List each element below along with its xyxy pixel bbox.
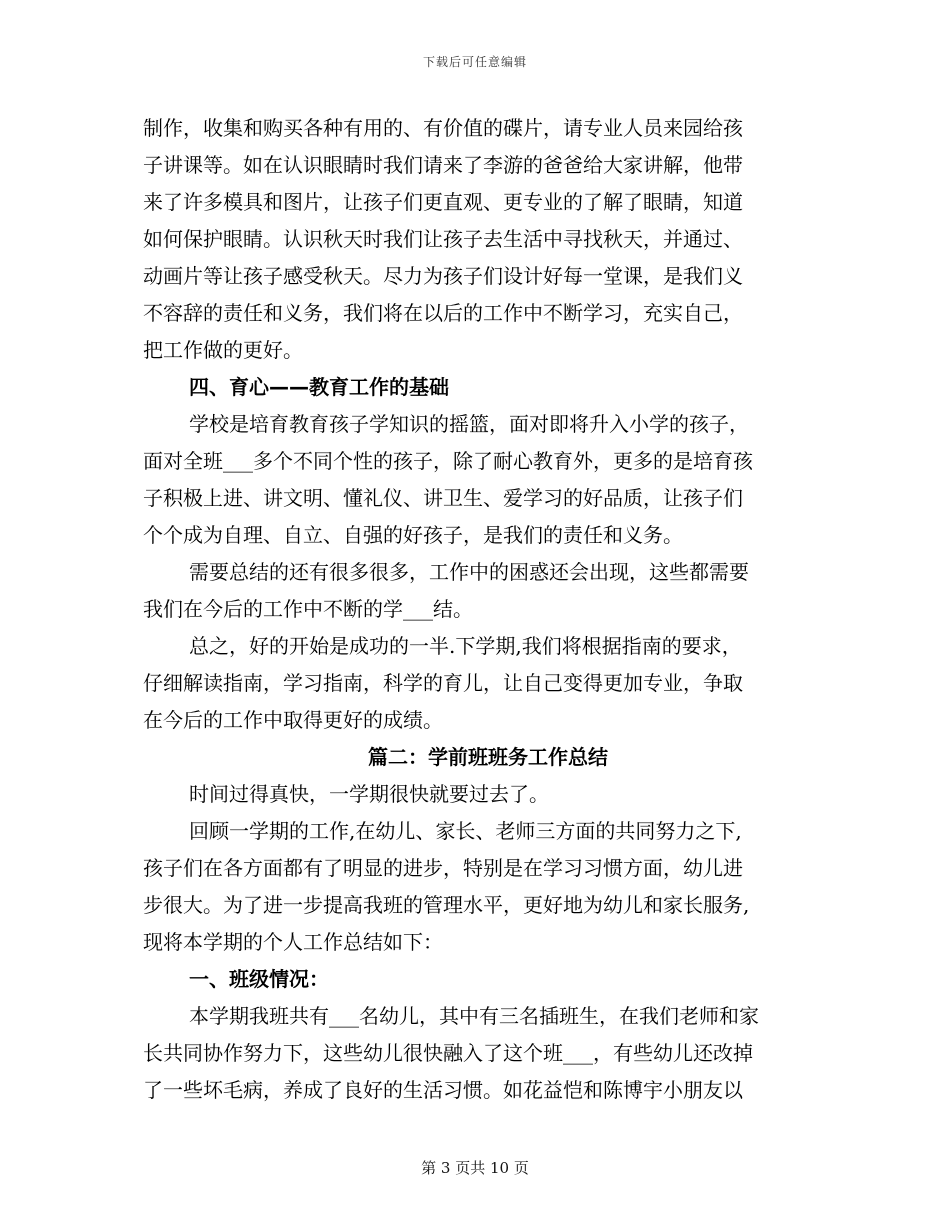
section-heading: 四、育心——教育工作的基础 [189, 375, 449, 399]
paragraph-line: 需要总结的还有很多很多，工作中的困惑还会出现，这些都需要 [189, 560, 749, 584]
paragraph-line: 不容辞的责任和义务，我们将在以后的工作中不断学习，充实自己， [143, 301, 743, 325]
paragraph-line: 面对全班___多个不同个性的孩子，除了耐心教育外，更多的是培育孩 [143, 449, 753, 473]
paragraph-line: 来了许多模具和图片，让孩子们更直观、更专业的了解了眼睛，知道 [143, 190, 743, 214]
paragraph-line: 了一些坏毛病，养成了良好的生活习惯。如花益恺和陈博宇小朋友以 [143, 1078, 743, 1102]
paragraph-line: 子积极上进、讲文明、懂礼仪、讲卫生、爱学习的好品质，让孩子们 [143, 486, 743, 510]
page-header-note: 下载后可任意编辑 [422, 55, 527, 69]
paragraph-line: 时间过得真快，一学期很快就要过去了。 [189, 782, 549, 806]
paragraph-line: 动画片等让孩子感受秋天。尽力为孩子们设计好每一堂课，是我们义 [143, 264, 743, 288]
section-heading: 一、班级情况： [189, 967, 329, 991]
paragraph-line: 仔细解读指南，学习指南，科学的育儿，让自己变得更加专业，争取 [143, 671, 743, 695]
paragraph-line: 制作，收集和购买各种有用的、有价值的碟片，请专业人员来园给孩 [143, 116, 743, 140]
paragraph-line: 本学期我班共有___名幼儿，其中有三名插班生，在我们老师和家 [189, 1004, 759, 1028]
paragraph-line: 步很大。为了进一步提高我班的管理水平，更好地为幼儿和家长服务, [143, 893, 750, 917]
paragraph-line: 子讲课等。如在认识眼睛时我们请来了李游的爸爸给大家讲解，他带 [143, 153, 743, 177]
paragraph-line: 总之，好的开始是成功的一半.下学期,我们将根据指南的要求， [189, 634, 742, 658]
paragraph-line: 我们在今后的工作中不断的学___结。 [143, 597, 473, 621]
paragraph-line: 如何保护眼睛。认识秋天时我们让孩子去生活中寻找秋天，并通过、 [143, 227, 743, 251]
paragraph-line: 长共同协作努力下，这些幼儿很快融入了这个班___，有些幼儿还改掉 [143, 1041, 753, 1065]
paragraph-line: 学校是培育教育孩子学知识的摇篮，面对即将升入小学的孩子， [189, 412, 749, 436]
paragraph-line: 回顾一学期的工作,在幼儿、家长、老师三方面的共同努力之下, [189, 819, 742, 843]
document-body [143, 110, 803, 1109]
paragraph-line: 现将本学期的个人工作总结如下： [143, 930, 443, 954]
paragraph-line: 在今后的工作中取得更好的成绩。 [143, 708, 443, 732]
paragraph-line: 把工作做的更好。 [143, 338, 303, 362]
page-number: 第 3 页共 10 页 [421, 1159, 529, 1177]
paragraph-line: 个个成为自理、自立、自强的好孩子，是我们的责任和义务。 [143, 523, 683, 547]
paragraph-line: 孩子们在各方面都有了明显的进步，特别是在学习习惯方面，幼儿进 [143, 856, 743, 880]
article-title: 篇二：学前班班务工作总结 [368, 745, 608, 769]
